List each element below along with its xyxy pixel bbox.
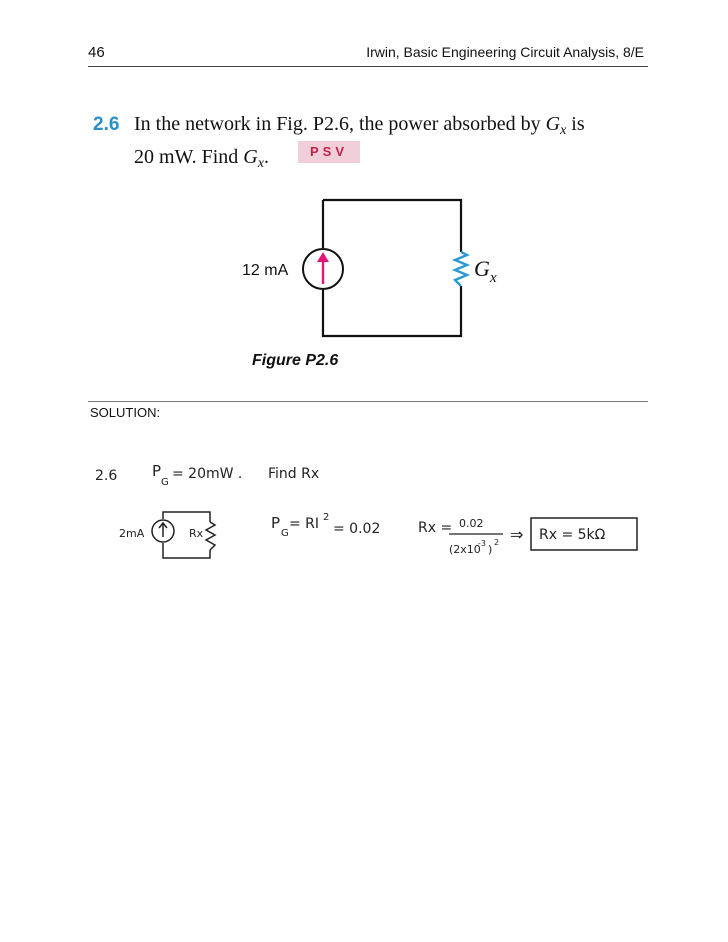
variable-subscript: x [257, 156, 264, 171]
hw-eq2-left: Rx = [418, 520, 453, 536]
hw-resistor-label: Rx [189, 527, 204, 540]
variable-subscript: x [560, 123, 567, 138]
hw-eq2-den-close: ) [488, 543, 493, 556]
page-number: 46 [88, 44, 105, 61]
problem-text-part: . [263, 146, 269, 168]
figure-caption: Figure P2.6 [252, 352, 339, 369]
hw-find: Find Rx [268, 466, 320, 482]
hw-given-p: P [152, 462, 162, 480]
hw-problem-number: 2.6 [95, 468, 118, 484]
hw-sketch-circuit [152, 512, 215, 558]
psv-badge: PSV [298, 141, 360, 163]
hw-eq1-left: P [271, 514, 281, 532]
hw-eq2-den-exp: -3 [478, 539, 486, 548]
hw-eq1-exp: 2 [323, 512, 330, 523]
element-subscript: x [490, 270, 497, 286]
source-label: 12 mA [242, 262, 289, 279]
hw-given-sub: G [161, 477, 169, 488]
hw-result: Rx = 5kΩ [539, 527, 606, 543]
hw-implies-icon: ⇒ [510, 525, 524, 544]
problem-text-part: In the network in Fig. P2.6, the power absorbed by [134, 113, 546, 135]
hw-eq1-sub: G [281, 528, 289, 539]
problem-text-part: 20 mW. Find [134, 146, 244, 168]
hw-resistor-icon [206, 522, 215, 550]
hw-eq2-den: (2x10 [449, 543, 481, 556]
element-label: G [474, 256, 490, 281]
problem-text-part: is [566, 113, 585, 135]
hw-eq2-num: 0.02 [459, 517, 484, 530]
hw-given-value: = 20mW . [172, 466, 243, 482]
solution-label: SOLUTION: [90, 405, 161, 420]
variable-G: G [545, 113, 561, 135]
hw-arrow-icon [159, 523, 167, 537]
hw-eq2-den-sq: 2 [494, 538, 500, 547]
hw-eq1-mid: = RI [289, 516, 320, 532]
variable-G: G [243, 146, 258, 168]
problem-number: 2.6 [93, 114, 120, 135]
hw-source-label: 2mA [119, 527, 145, 540]
hw-eq1-right: = 0.02 [333, 521, 381, 537]
book-title: Irwin, Basic Engineering Circuit Analysis, 8/E [366, 44, 644, 60]
